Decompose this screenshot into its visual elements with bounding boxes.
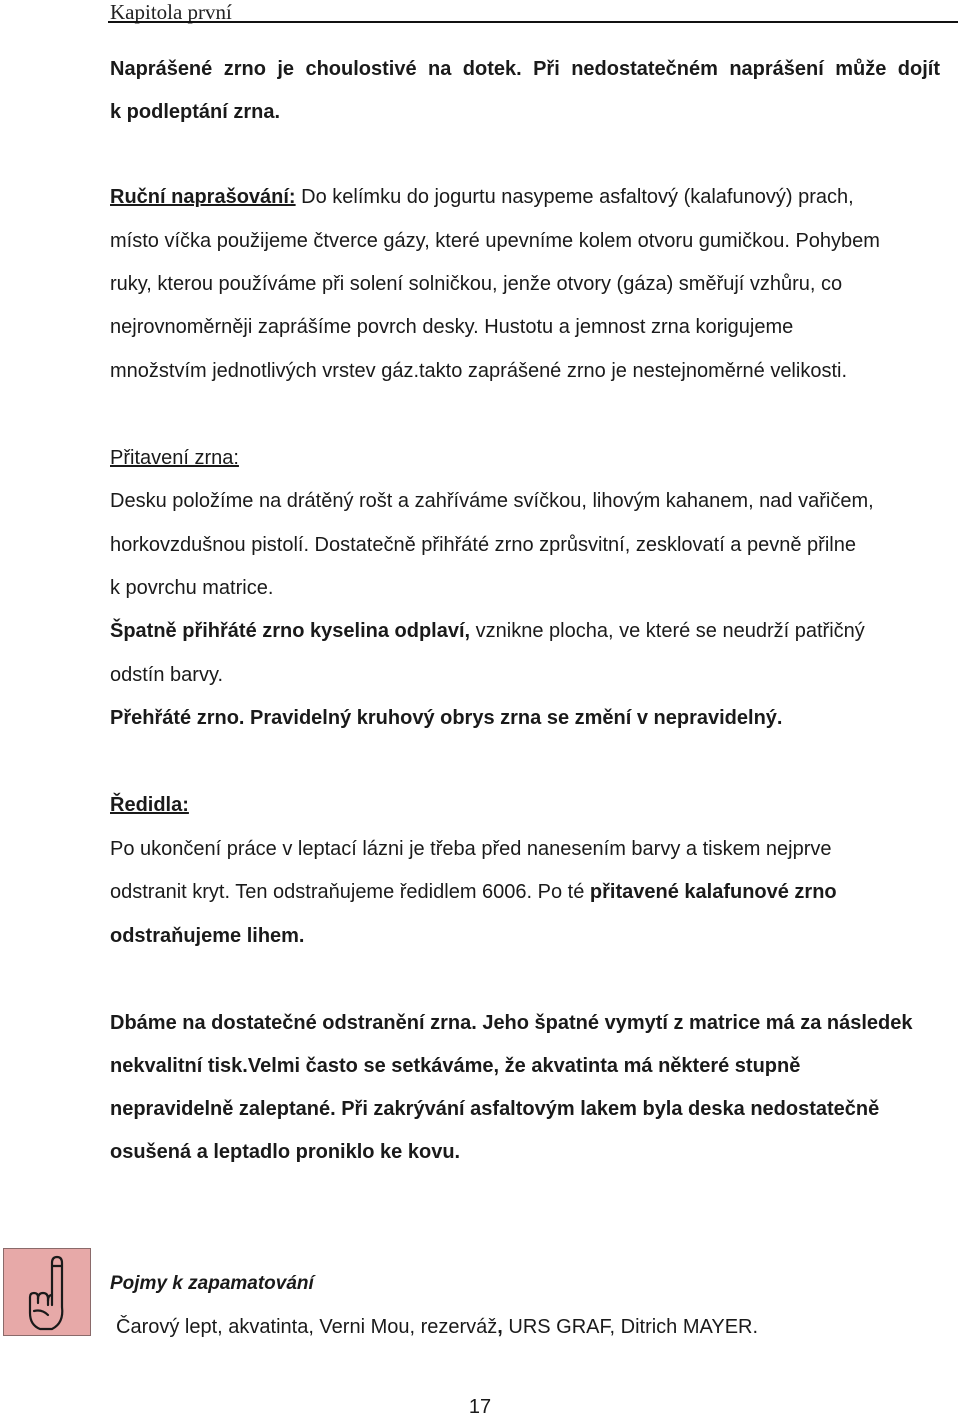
attach-overheated: Přehřáté zrno. Pravidelný kruhový obrys zrna se změní v nepravidelný. <box>110 707 783 729</box>
attach-line: horkovzdušnou pistolí. Dostatečně přihřáté zrno zprůsvitní, zesklovatí a pevně přilne <box>110 534 856 556</box>
attach-bad-rest: vznikne plocha, ve které se neudrží patřičný <box>470 620 865 642</box>
thinner-line-2-bold: přitavené kalafunové zrno <box>589 881 837 903</box>
thinner-line-2-plain: odstranit kryt. Ten odstraňujeme ředidlem 6006. Po té <box>110 881 590 903</box>
manual-line: ruky, kterou používáme při solení solničkou, jenže otvory (gáza) směřují vzhůru, co <box>110 273 843 295</box>
warning-line: osušená a leptadlo proniklo ke kovu. <box>110 1141 461 1163</box>
manual-line: množstvím jednotlivých vrstev gáz.takto zaprášené zrno je nestejnoměrné velikosti. <box>110 360 848 382</box>
warning-line: nekvalitní tisk.Velmi často se setkáváme, že akvatinta má některé stupně <box>110 1055 801 1077</box>
manual-heading: Ruční naprašování: <box>110 186 296 208</box>
thinner-line-2 <box>110 871 940 915</box>
attach-bad-paragraph <box>110 610 940 654</box>
manual-paragraph-first <box>110 176 940 220</box>
page-number: 17 <box>468 1396 492 1418</box>
attach-line: k povrchu matrice. <box>110 577 274 599</box>
attach-bad-line-2: odstín barvy. <box>110 664 224 686</box>
chapter-title: Kapitola první <box>110 0 232 24</box>
intro-line-1: Naprášené zrno je choulostivé na dotek. Při nedostatečném naprášení může dojít <box>110 58 940 80</box>
note-icon-box <box>3 1248 91 1336</box>
terms-comma: , <box>497 1316 503 1338</box>
thinner-line-3: odstraňujeme lihem. <box>110 925 305 947</box>
thinner-line-1: Po ukončení práce v leptací lázni je třeba před nanesením barvy a tiskem nejprve <box>110 838 832 860</box>
manual-line: místo víčka použijeme čtverce gázy, které upevníme kolem otvoru gumičkou. Pohybem <box>110 230 880 252</box>
terms-title: Pojmy k zapamatování <box>110 1273 314 1294</box>
pointing-finger-icon <box>4 1249 92 1337</box>
warning-line: Dbáme na dostatečné odstranění zrna. Jeho špatné vymytí z matrice má za následek <box>110 1012 913 1034</box>
attach-bad-bold: Špatně přihřáté zrno kyselina odplaví, <box>110 620 471 642</box>
terms-text-2: URS GRAF, Ditrich MAYER. <box>502 1316 759 1338</box>
header-rule <box>108 21 958 23</box>
attach-line: Desku položíme na drátěný rošt a zahříváme svíčkou, lihovým kahanem, nad vařičem, <box>110 490 874 512</box>
terms-text-1: Čarový lept, akvatinta, Verni Mou, rezerváž <box>116 1316 498 1338</box>
manual-line: nejrovnoměrněji zaprášíme povrch desky. Hustotu a jemnost zrna korigujeme <box>110 316 794 338</box>
attach-heading: Přitavení zrna: <box>110 447 239 469</box>
thinner-heading: Ředidla: <box>110 794 189 816</box>
terms-list <box>116 1306 946 1350</box>
intro-line-2: k podleptání zrna. <box>110 101 281 123</box>
manual-text-1: Do kelímku do jogurtu nasypeme asfaltový (kalafunový) prach, <box>295 186 854 208</box>
warning-line: nepravidelně zaleptané. Při zakrývání asfaltovým lakem byla deska nedostatečně <box>110 1098 880 1120</box>
